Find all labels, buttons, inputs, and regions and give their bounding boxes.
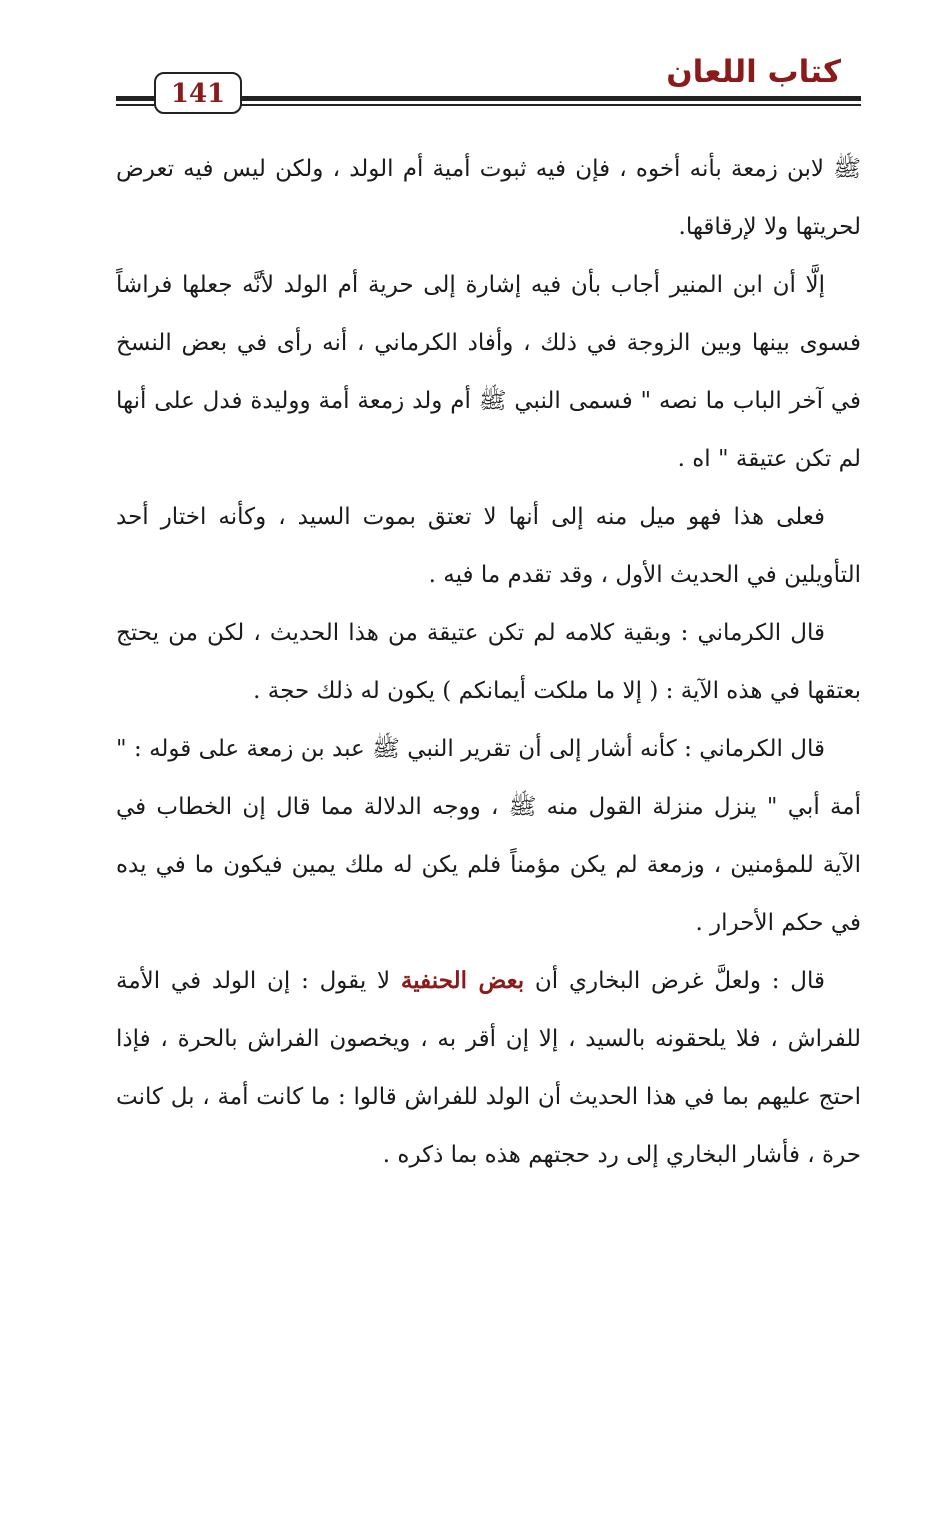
page-header [0,0,945,130]
highlighted-term: بعض الحنفية [400,967,525,994]
paragraph-1: ﷺ لابن زمعة بأنه أخوه ، فإن فيه ثبوت أمية أم الولد ، ولكن ليس فيه تعرض لحريتها ولا لإرقاقها. [116,156,861,240]
paragraph-3: فعلى هذا فهو ميل منه إلى أنها لا تعتق بموت السيد ، وكأنه اختار أحد التأويلين في الحديث الأول ، وقد تقدم ما فيه . [116,504,861,588]
chapter-title: كتاب اللعان [666,54,841,90]
paragraph-4: قال الكرماني : وبقية كلامه لم تكن عتيقة من هذا الحديث ، لكن من يحتج بعتقها في هذه الآية : ( إلا ما ملكت أيمانكم ) يكون له ذلك حجة . [116,620,861,704]
body-text [116,140,861,1184]
paragraph-6-lead: قال : ولعلَّ غرض البخاري أن [524,968,825,994]
paragraph-5: قال الكرماني : كأنه أشار إلى أن تقرير النبي ﷺ عبد بن زمعة على قوله : " أمة أبي " ينزل منزلة القول منه ﷺ ، ووجه الدلالة مما قال إن الخطاب في الآية للمؤمنين ، وزمعة لم يكن مؤمناً فلم يكن له ملك يمين فيكون ما في يده في حكم الأحرار . [116,736,861,936]
paragraph-2: إلَّا أن ابن المنير أجاب بأن فيه إشارة إلى حرية أم الولد لأنَّه جعلها فراشاً فسوى بينها وبين الزوجة في ذلك ، وأفاد الكرماني ، أنه رأى في بعض النسخ في آخر الباب ما نصه " فسمى النبي ﷺ أم ولد زمعة أمة ووليدة فدل على أنها لم تكن عتيقة " اه . [116,272,861,472]
page-number: 141 [154,72,242,114]
paragraph-6-rest: لا يقول : إن الولد في الأمة للفراش ، فلا يلحقونه بالسيد ، إلا إن أقر به ، ويخصون الفراش بالحرة ، فإذا احتج عليهم بما في هذا الحديث أن الولد للفراش قالوا : ما كانت أمة ، بل كانت حرة ، فأشار البخاري إلى رد حجتهم هذه بما ذكره . [116,968,861,1168]
paragraph-6 [116,952,861,1184]
